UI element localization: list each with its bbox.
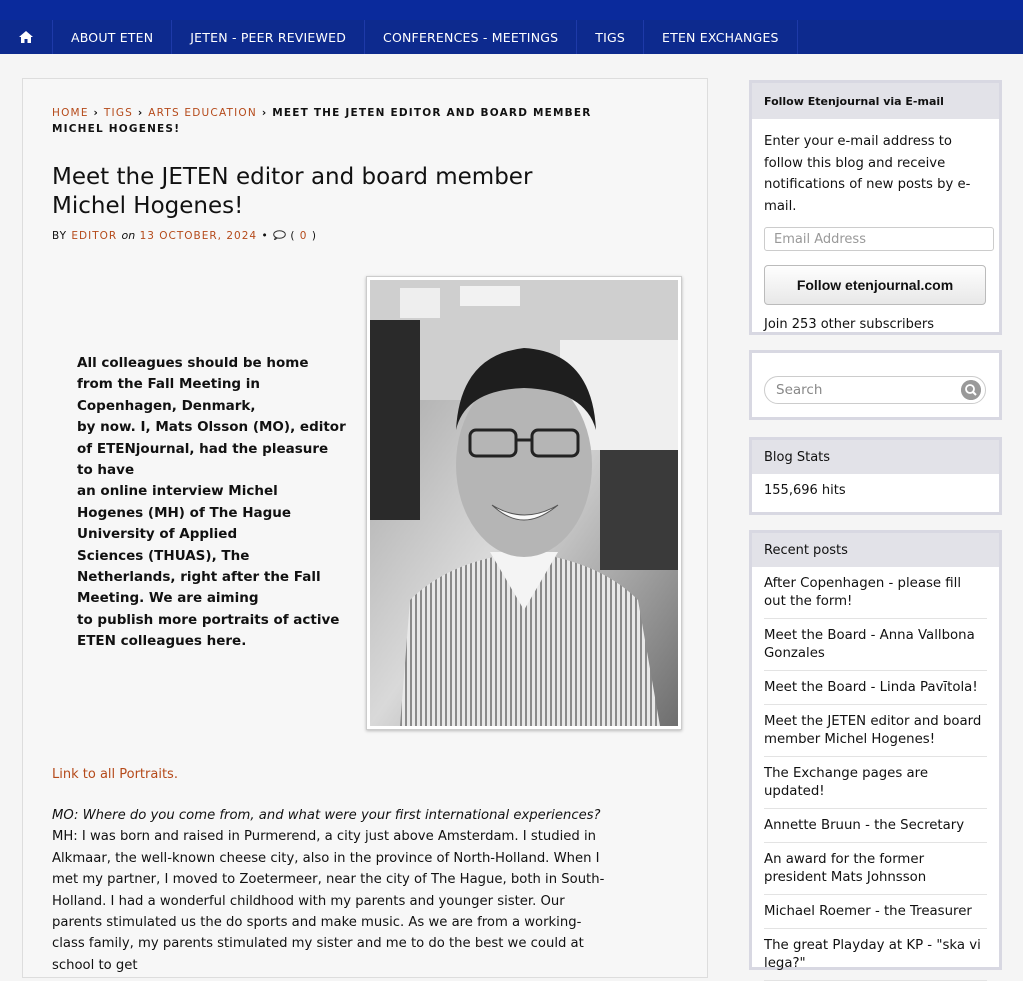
breadcrumb-separator: › [261,107,268,119]
article-panel [22,78,708,978]
interview-text [52,805,612,976]
recent-posts-widget [749,530,1002,970]
recent-post-link[interactable]: Annette Bruun - the Secretary [764,809,987,843]
blog-hits: 155,696 hits [764,483,846,498]
comments-count-link[interactable]: 0 [299,230,308,242]
intro-paragraph: All colleagues should be home from the Fall Meeting in Copenhagen, Denmark, [77,355,309,414]
comments-open-paren: ( [290,230,296,242]
recent-post-link[interactable]: The great Playday at KP - "ska vi lega?" [764,929,987,981]
nav-about-eten[interactable]: ABOUT ETEN [53,20,172,54]
breadcrumb-separator: › [93,107,100,119]
portrait-photo [366,276,682,730]
recent-post-link[interactable]: Meet the JETEN editor and board member Michel Hogenes! [764,705,987,757]
interview-answer: MH: I was born and raised in Purmerend, a city just above Amsterdam. I studied in Alkmaar, the well-known cheese city, also in the province of North-Holland. When I met my partner, I moved to Zoetermeer, near the city of The Hague, both in South-Holland. I had a wonderful childhood with my parents and younger sister. Our parents stimulated us the do sports and make music. As we are from a working-class family, my parents stimulated my sister and me to do the best we could at school to get [52,829,605,973]
nav-eten-exchanges[interactable]: ETEN EXCHANGES [644,20,798,54]
search-input[interactable] [764,376,986,404]
follow-widget-title: Follow Etenjournal via E-mail [752,83,999,119]
subscriber-count: Join 253 other subscribers [764,317,934,332]
breadcrumb-home-link[interactable]: HOME [52,107,89,119]
intro-paragraph: an online interview Michel Hogenes (MH) of The Hague University of Applied [77,483,292,543]
search-widget [749,350,1002,420]
breadcrumb-arts-education-link[interactable]: ARTS EDUCATION [148,107,257,119]
intro-paragraph: by now. I, Mats Olsson (MO), editor of ETENjournal, had the pleasure to have [77,419,346,479]
interview-question: MO: Where do you come from, and what were your first international experiences? [52,808,601,823]
comment-icon [273,230,286,240]
recent-post-link[interactable]: Meet the Board - Linda Pavītola! [764,671,987,705]
home-icon [19,31,33,43]
blog-stats-widget [749,437,1002,515]
breadcrumb-tigs-link[interactable]: TIGS [103,107,134,119]
post-title: Meet the JETEN editor and board member Michel Hogenes! [52,164,533,219]
nav-conferences-meetings[interactable]: CONFERENCES - MEETINGS [365,20,577,54]
intro-paragraph: Sciences (THUAS), The Netherlands, right after the Fall Meeting. We are aiming [77,547,321,607]
comments-close-paren: ) [311,230,317,242]
recent-posts-list [752,567,999,981]
top-navigation [0,0,1023,54]
breadcrumb [52,105,612,137]
post-date-link[interactable]: 13 OCTOBER, 2024 [139,230,258,242]
intro-paragraph: to publish more portraits of active ETEN colleagues here. [77,611,340,650]
recent-post-link[interactable]: An award for the former president Mats Johnsson [764,843,987,895]
nav-tigs[interactable]: TIGS [577,20,644,54]
search-placeholder: Search [776,382,823,398]
post-meta [52,229,317,242]
follow-button[interactable]: Follow etenjournal.com [764,265,986,305]
breadcrumb-separator: › [137,107,144,119]
portrait-image [370,280,678,726]
meta-bullet: • [261,230,269,242]
recent-posts-title: Recent posts [752,533,999,567]
search-icon[interactable] [961,380,981,400]
author-link[interactable]: EDITOR [71,230,118,242]
meta-on: on [121,229,136,242]
follow-description: Enter your e-mail address to follow this blog and receive notifications of new posts by e-mail. [764,134,971,214]
email-field[interactable]: Email Address [764,227,994,251]
nav-jeten-peer-reviewed[interactable]: JETEN - PEER REVIEWED [172,20,365,54]
home-nav-button[interactable] [0,20,53,54]
blog-stats-title: Blog Stats [752,440,999,474]
recent-post-link[interactable]: The Exchange pages are updated! [764,757,987,809]
recent-post-link[interactable]: Meet the Board - Anna Vallbona Gonzales [764,619,987,671]
meta-by: BY [52,230,68,242]
recent-post-link[interactable]: Michael Roemer - the Treasurer [764,895,987,929]
intro-text [77,353,347,653]
recent-post-link[interactable]: After Copenhagen - please fill out the form! [764,567,987,619]
follow-email-widget [749,80,1002,335]
breadcrumb-current: MEET THE JETEN EDITOR AND BOARD MEMBER MICHEL HOGENES! [52,107,592,135]
all-portraits-link[interactable]: Link to all Portraits. [52,767,178,782]
